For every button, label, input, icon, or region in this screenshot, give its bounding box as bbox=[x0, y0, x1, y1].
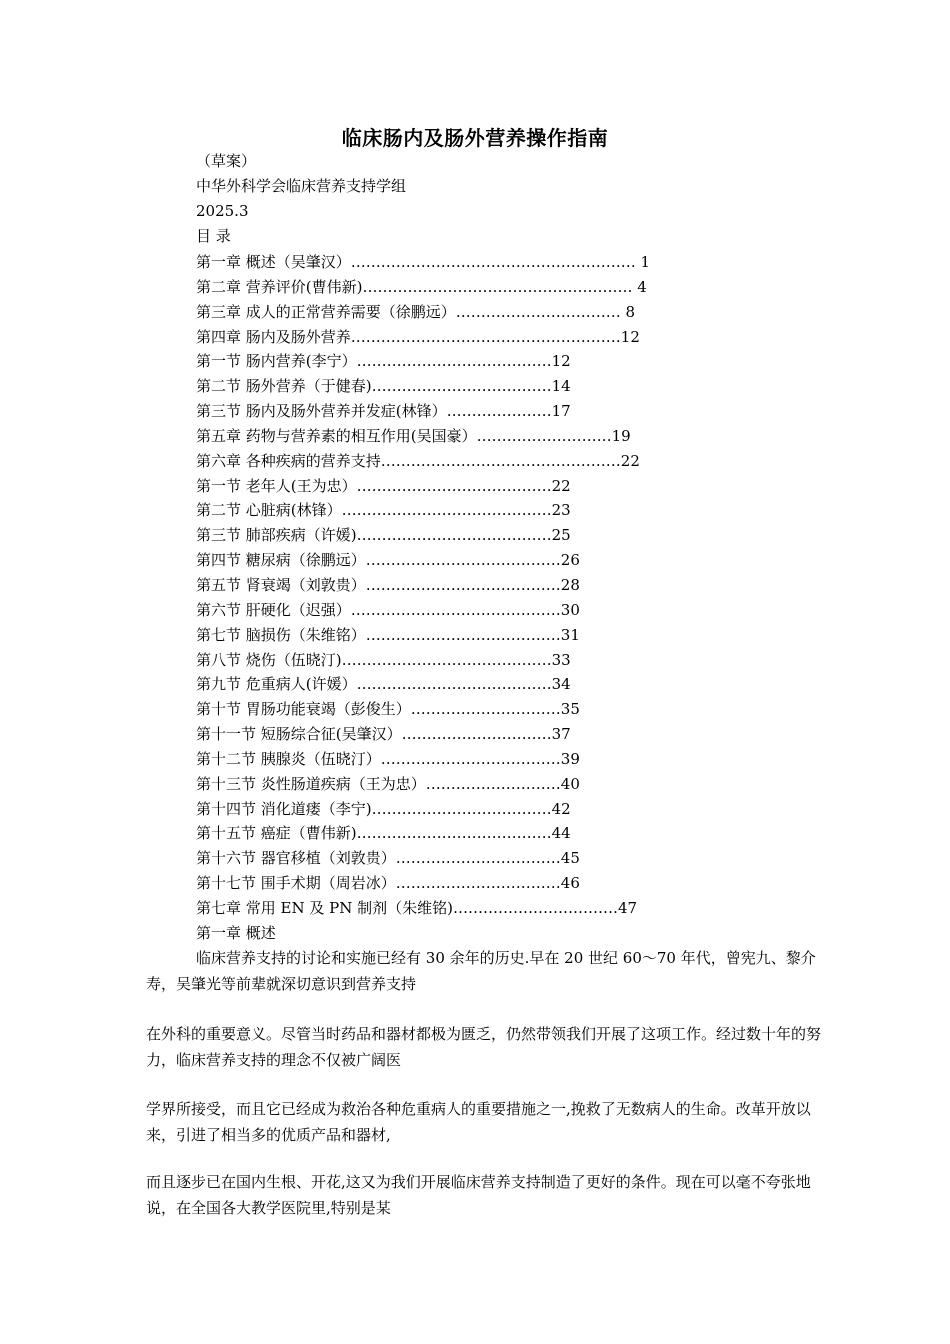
toc-entry: 第三章 成人的正常营养需要（徐鹏远）…………………………… 8 bbox=[196, 302, 636, 321]
toc-entry: 第六章 各种疾病的营养支持…………………………………………22 bbox=[196, 451, 640, 470]
toc-entry: 第五节 肾衰竭（刘敦贵）…………………………………28 bbox=[196, 575, 580, 594]
document-organization: 中华外科学会临床营养支持学组 bbox=[196, 177, 407, 195]
document-subtitle: （草案） bbox=[196, 152, 257, 170]
toc-entry: 第十节 胃肠功能衰竭（彭俊生）…………………………35 bbox=[196, 700, 580, 719]
toc-entry: 第十四节 消化道瘘（李宁)………………………………42 bbox=[196, 799, 571, 818]
toc-entry: 第二节 心脏病(林锋）……………………………………23 bbox=[196, 501, 571, 520]
table-of-contents bbox=[196, 250, 816, 921]
toc-entry: 第七节 脑损伤（朱维铭）…………………………………31 bbox=[196, 625, 580, 644]
toc-entry: 第一节 肠内营养(李宁）…………………………………12 bbox=[196, 352, 571, 371]
body-paragraph: 临床营养支持的讨论和实施已经有 30 余年的历史.早在 20 世纪 60～70 年代，曾宪九、黎介寿，吴肇光等前辈就深切意识到营养支持 bbox=[146, 949, 816, 993]
toc-entry: 第五章 药物与营养素的相互作用(吴国豪）………………………19 bbox=[196, 426, 631, 445]
toc-entry: 第八节 烧伤（伍晓汀)……………………………………33 bbox=[196, 650, 571, 669]
toc-heading: 目 录 bbox=[196, 227, 231, 245]
toc-entry: 第二章 营养评价(曹伟新)……………………………………………… 4 bbox=[196, 277, 647, 296]
toc-entry: 第十五节 癌症（曹伟新)…………………………………44 bbox=[196, 824, 571, 843]
document-date: 2025.3 bbox=[196, 202, 249, 220]
chapter-heading: 第一章 概述 bbox=[196, 924, 276, 942]
toc-entry: 第十六节 器官移植（刘敦贵）……………………………45 bbox=[196, 849, 580, 868]
toc-entry: 第七章 常用 EN 及 PN 制剂（朱维铭)……………………………47 bbox=[196, 898, 638, 917]
toc-entry: 第三节 肠内及肠外营养并发症(林锋）…………………17 bbox=[196, 402, 571, 421]
toc-entry: 第二节 肠外营养（于健春)………………………………14 bbox=[196, 377, 571, 396]
toc-entry: 第四节 糖尿病（徐鹏远）…………………………………26 bbox=[196, 551, 580, 570]
document-title: 临床肠内及肠外营养操作指南 bbox=[341, 126, 609, 150]
toc-entry: 第十一节 短肠综合征(吴肇汉）…………………………37 bbox=[196, 725, 571, 744]
body-paragraph: 在外科的重要意义。尽管当时药品和器材都极为匮乏，仍然带领我们开展了这项工作。经过数十年的努力，临床营养支持的理念不仅被广阔医 bbox=[146, 1025, 822, 1069]
toc-entry: 第十三节 炎性肠道疾病（王为忠）………………………40 bbox=[196, 774, 580, 793]
toc-entry: 第四章 肠内及肠外营养………………………………………………12 bbox=[196, 327, 640, 346]
toc-entry: 第六节 肝硬化（迟强）……………………………………30 bbox=[196, 600, 580, 619]
toc-entry: 第三节 肺部疾病（许媛)…………………………………25 bbox=[196, 526, 571, 545]
body-paragraph: 学界所接受，而且它已经成为救治各种危重病人的重要措施之一,挽救了无数病人的生命。改革开放以来，引进了相当多的优质产品和器材, bbox=[146, 1100, 811, 1144]
toc-entry: 第一章 概述（吴肇汉）………………………………………………… 1 bbox=[196, 253, 651, 271]
toc-entry: 第九节 危重病人(许媛）…………………………………34 bbox=[196, 675, 571, 694]
body-paragraph: 而且逐步已在国内生根、开花,这又为我们开展临床营养支持制造了更好的条件。现在可以毫不夸张地说，在全国各大教学医院里,特别是某 bbox=[146, 1173, 811, 1217]
toc-entry: 第十二节 胰腺炎（伍晓汀）………………………………39 bbox=[196, 749, 580, 768]
toc-entry: 第一节 老年人(王为忠）…………………………………22 bbox=[196, 476, 571, 495]
toc-entry: 第十七节 围手术期（周岩冰）……………………………46 bbox=[196, 874, 580, 893]
